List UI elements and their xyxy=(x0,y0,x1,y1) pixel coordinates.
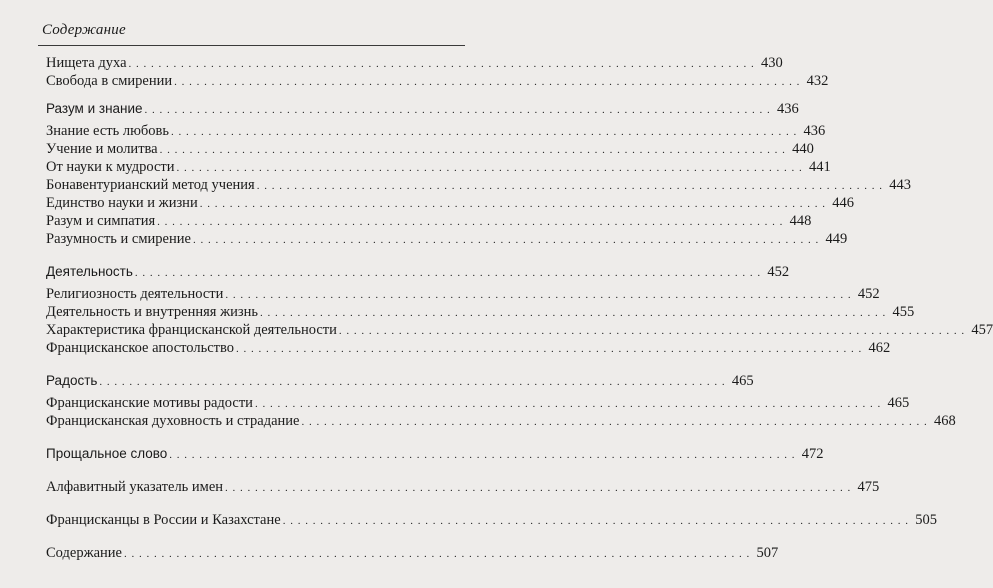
toc-page-number: 443 xyxy=(889,177,911,193)
toc-entry-title: Бонавентурианский метод учения xyxy=(46,177,255,193)
toc-entry xyxy=(46,544,779,562)
toc-entry-title: Францисканцы в России и Казахстане xyxy=(46,512,281,528)
dot-leader xyxy=(301,413,927,431)
dot-leader xyxy=(145,101,771,119)
toc-entry-title: Нищета духа xyxy=(46,55,127,71)
toc-page-number: 468 xyxy=(933,413,956,429)
dot-leader xyxy=(124,545,750,563)
toc-entry xyxy=(46,122,826,140)
dot-leader xyxy=(99,373,725,391)
toc-page-number: 462 xyxy=(868,340,891,356)
toc-entry xyxy=(46,158,831,176)
toc-page-number: 472 xyxy=(801,446,824,462)
toc-entry xyxy=(46,72,829,90)
dot-leader xyxy=(160,141,786,159)
toc-page-number: 449 xyxy=(825,231,848,247)
toc-entry xyxy=(46,339,891,357)
header-rule xyxy=(38,45,465,46)
toc-page-number: 507 xyxy=(756,545,779,561)
dot-leader xyxy=(225,479,851,497)
toc-section-heading xyxy=(46,263,790,281)
toc-page-number: 436 xyxy=(777,101,799,117)
toc-entry-title: Разум и знание xyxy=(46,101,143,116)
toc-page-number: 452 xyxy=(767,264,790,280)
toc-entry-title: Разум и симпатия xyxy=(46,213,156,229)
toc-page-number: 448 xyxy=(789,213,812,229)
toc-page-number: 432 xyxy=(806,73,829,89)
toc-entry xyxy=(46,511,937,529)
toc-entry-title: Францисканское апостольство xyxy=(46,340,234,356)
dot-leader xyxy=(171,123,797,141)
toc-entry-title: Деятельность xyxy=(46,264,133,279)
toc-page-number: 465 xyxy=(887,395,910,411)
table-of-contents xyxy=(46,54,993,562)
toc-page-number: 430 xyxy=(761,55,783,71)
dot-leader xyxy=(236,340,862,358)
dot-leader xyxy=(169,446,795,464)
toc-entry-title: Религиозность деятельности xyxy=(46,286,224,302)
toc-page-number: 440 xyxy=(792,141,814,157)
toc-entry-title: Алфавитный указатель имен xyxy=(46,479,224,495)
toc-entry-title: Деятельность и внутренняя жизнь xyxy=(46,304,258,320)
toc-section-heading xyxy=(46,445,824,463)
dot-leader xyxy=(260,304,886,322)
toc-entry xyxy=(46,478,880,496)
toc-entry-title: Учение и молитва xyxy=(46,141,158,157)
toc-entry-title: Единство науки и жизни xyxy=(46,195,198,211)
dot-leader xyxy=(129,55,755,73)
dot-leader xyxy=(225,286,851,304)
running-head-title: Содержание xyxy=(42,22,126,38)
dot-leader xyxy=(174,73,800,91)
toc-page-number: 452 xyxy=(857,286,880,302)
toc-entry-title: Францисканская духовность и страдание xyxy=(46,413,300,429)
toc-entry xyxy=(46,140,814,158)
toc-entry xyxy=(46,194,854,212)
toc-entry xyxy=(46,303,915,321)
toc-entry-title: Содержание xyxy=(46,545,122,561)
toc-section-heading xyxy=(46,100,799,118)
toc-entry xyxy=(46,285,880,303)
toc-page-number: 505 xyxy=(915,512,937,528)
toc-entry xyxy=(46,412,956,430)
toc-entry xyxy=(46,230,848,248)
toc-entry-title: Францисканские мотивы радости xyxy=(46,395,253,411)
toc-entry-title: Радость xyxy=(46,373,98,388)
toc-page-number: 465 xyxy=(731,373,754,389)
toc-entry-title: Характеристика францисканской деятельности xyxy=(46,322,337,338)
dot-leader xyxy=(193,231,819,249)
dot-leader xyxy=(339,322,965,340)
toc-page-number: 457 xyxy=(971,322,993,338)
toc-entry xyxy=(46,321,993,339)
toc-section-heading xyxy=(46,372,754,390)
dot-leader xyxy=(177,159,803,177)
toc-entry xyxy=(46,212,812,230)
toc-entry xyxy=(46,394,910,412)
toc-page-number: 446 xyxy=(832,195,854,211)
dot-leader xyxy=(255,395,881,413)
toc-entry-title: Разумность и смирение xyxy=(46,231,191,247)
dot-leader xyxy=(283,512,909,530)
dot-leader xyxy=(200,195,826,213)
toc-page-number: 475 xyxy=(857,479,880,495)
toc-entry-title: От науки к мудрости xyxy=(46,159,175,175)
toc-entry xyxy=(46,176,911,194)
dot-leader xyxy=(135,264,761,282)
toc-entry xyxy=(46,54,783,72)
toc-entry-title: Свобода в смирении xyxy=(46,73,173,89)
toc-page-number: 436 xyxy=(803,123,826,139)
toc-entry-title: Знание есть любовь xyxy=(46,123,170,139)
toc-entry-title: Прощальное слово xyxy=(46,446,168,461)
toc-page-number: 441 xyxy=(809,159,831,175)
toc-page-number: 455 xyxy=(892,304,915,320)
dot-leader xyxy=(157,213,783,231)
dot-leader xyxy=(257,177,883,195)
